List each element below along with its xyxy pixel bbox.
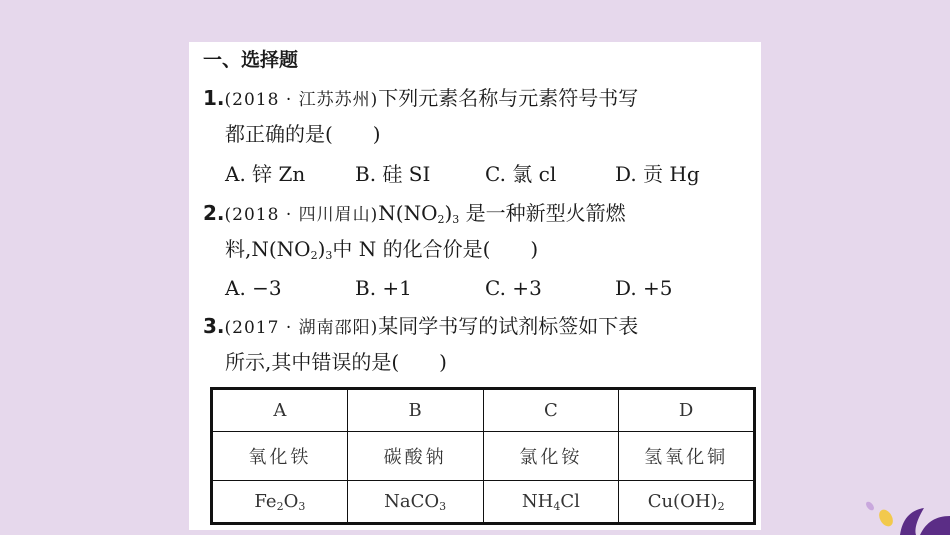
- table-name-c: 氯化铵: [483, 431, 619, 481]
- question-3-source: (2017 · 湖南邵阳): [224, 318, 379, 338]
- question-2-sub-b: 3: [452, 213, 460, 226]
- formula-part: O: [283, 491, 299, 513]
- question-3-stem: 某同学书写的试剂标签如下表: [378, 314, 639, 338]
- question-2-number: 2.: [203, 201, 225, 225]
- question-1-option-c[interactable]: C. 氯 cl: [485, 162, 557, 186]
- table-header-d: D: [619, 389, 755, 432]
- question-1-option-d[interactable]: D. 贡 Hg: [615, 162, 700, 186]
- question-1-line-2: 都正确的是( ): [225, 122, 381, 146]
- formula-part: NaCO: [384, 491, 440, 513]
- question-2-formula-c: 料,N(NO: [225, 237, 311, 261]
- question-2-option-c[interactable]: C. +3: [485, 276, 542, 300]
- question-1-option-a[interactable]: A. 锌 Zn: [225, 162, 306, 186]
- formula-sub: 3: [298, 500, 306, 514]
- formula-part: NH: [521, 491, 554, 513]
- petal-purple-icon: [900, 508, 924, 535]
- formula-sub: 2: [276, 500, 284, 514]
- question-2-sub-c: 2: [310, 249, 318, 262]
- question-1-number: 1.: [203, 86, 225, 110]
- section-title: 一、选择题: [203, 49, 299, 71]
- petal-yellow-icon: [876, 507, 895, 529]
- question-1-option-b[interactable]: B. 硅 SI: [355, 162, 431, 186]
- table-header-b: B: [347, 389, 483, 432]
- question-2-formula-b: ): [444, 201, 453, 225]
- question-3-line-1: [203, 312, 638, 342]
- question-2-options: [225, 274, 673, 302]
- table-formula-row: [212, 481, 755, 524]
- question-1-source: (2018 · 江苏苏州): [224, 90, 379, 110]
- table-name-d: 氢氧化铜: [619, 431, 755, 481]
- table-name-row: [212, 431, 755, 481]
- question-2-sub-d: 3: [325, 249, 333, 262]
- table-formula-b: [347, 481, 483, 524]
- formula-sub: 2: [717, 500, 725, 514]
- question-3-line-2: 所示,其中错误的是( ): [225, 350, 447, 374]
- question-1-line-1: [203, 84, 638, 114]
- formula-sub: 3: [439, 500, 447, 514]
- table-formula-c: [483, 481, 619, 524]
- question-2-stem-2: 中 N 的化合价是( ): [332, 237, 539, 261]
- question-1-stem: 下列元素名称与元素符号书写: [378, 86, 639, 110]
- table-header-row: [212, 389, 755, 432]
- question-2-formula-a: N(NO: [378, 201, 438, 225]
- question-2-sub-a: 2: [437, 213, 445, 226]
- formula-part: Cl: [560, 491, 580, 513]
- petal-purple-icon: [920, 516, 950, 535]
- question-3-number: 3.: [203, 314, 225, 338]
- table-header-a: A: [212, 389, 348, 432]
- question-2-stem: 是一种新型火箭燃: [459, 201, 626, 225]
- table-formula-a: [212, 481, 348, 524]
- question-2-option-b[interactable]: B. +1: [355, 276, 412, 300]
- reagent-label-table: [210, 387, 756, 525]
- question-1-options: [225, 160, 700, 188]
- question-2-option-a[interactable]: A. −3: [225, 276, 282, 300]
- table-formula-d: [619, 481, 755, 524]
- formula-sub: 4: [553, 500, 561, 514]
- worksheet: [189, 42, 761, 530]
- table-header-c: C: [483, 389, 619, 432]
- formula-part: Cu(OH): [647, 491, 718, 513]
- petal-lilac-icon: [864, 500, 875, 512]
- decorative-petals-icon: [858, 492, 950, 535]
- table-name-a: 氧化铁: [212, 431, 348, 481]
- question-2-option-d[interactable]: D. +5: [615, 276, 673, 300]
- question-2-source: (2018 · 四川眉山): [224, 205, 379, 225]
- question-2-line-2: [225, 235, 538, 263]
- table-name-b: 碳酸钠: [347, 431, 483, 481]
- formula-part: Fe: [254, 491, 277, 513]
- question-2-formula-d: ): [317, 237, 326, 261]
- question-2-line-1: [203, 199, 626, 229]
